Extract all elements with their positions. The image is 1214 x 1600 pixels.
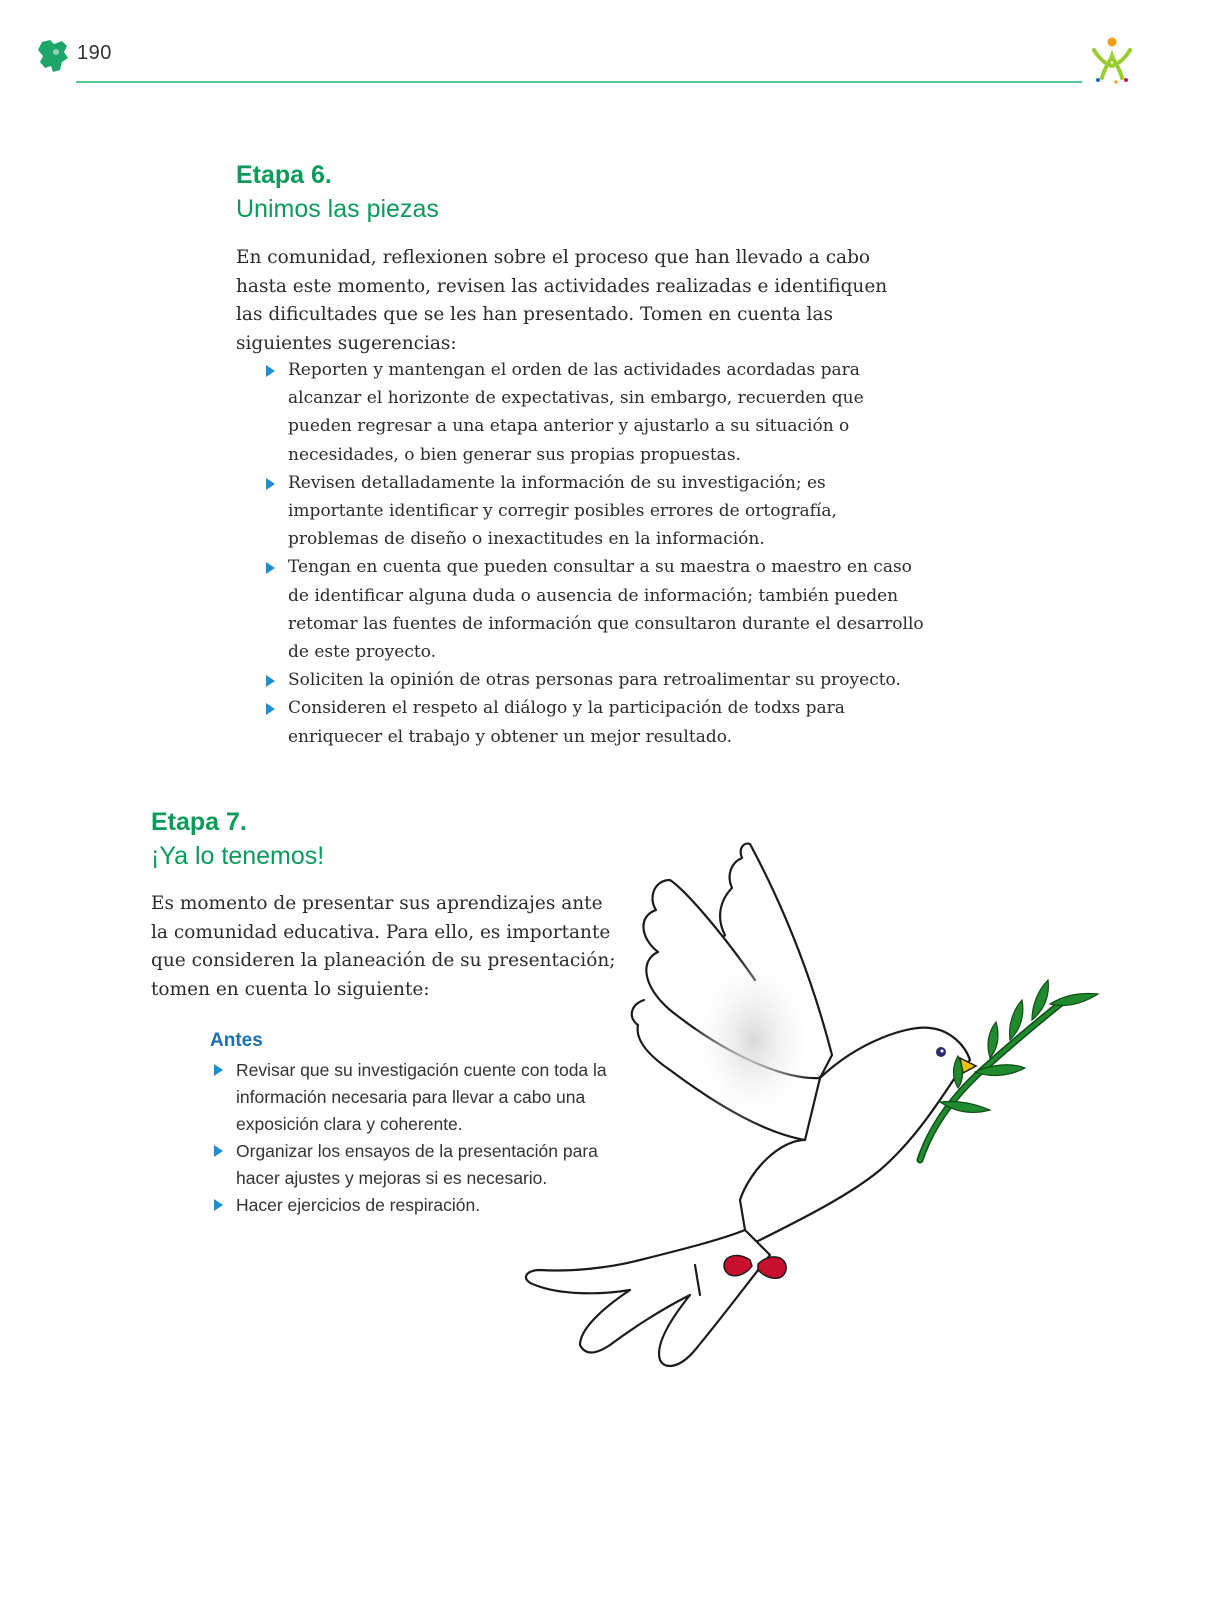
map-region-icon — [36, 38, 70, 74]
peace-dove-with-olive-branch — [520, 840, 1100, 1400]
list-item: Soliciten la opinión de otras personas para retroalimentar su proyecto. — [264, 666, 924, 694]
page-number: 190 — [77, 42, 112, 64]
stage-6-suggestions-list — [264, 356, 924, 751]
antes-heading: Antes — [210, 1030, 263, 1051]
list-item: Consideren el respeto al diálogo y la participación de todxs para enriquecer el trabajo y obtener un mejor resultado. — [264, 694, 924, 750]
bullet-arrow-icon — [266, 703, 275, 715]
stage-7-intro: Es momento de presentar sus aprendizajes ante la comunidad educativa. Para ello, es importante que consideren la planeación de su presentación; tomen en cuenta lo siguiente: — [151, 893, 616, 1000]
bullet-arrow-icon — [214, 1064, 223, 1076]
stage-7-subtitle: ¡Ya lo tenemos! — [151, 842, 325, 870]
list-item: Revisar que su investigación cuente con toda la información necesaria para llevar a cabo una exposición clara y coherente. — [212, 1057, 612, 1138]
stage-6-subtitle: Unimos las piezas — [236, 195, 439, 223]
bullet-arrow-icon — [214, 1145, 223, 1157]
stage-6-heading — [236, 158, 439, 226]
list-item: Tengan en cuenta que pueden consultar a su maestra o maestro en caso de identificar alguna duda o ausencia de información; también pueden retomar las fuentes de información que consultaron durante el desarrollo de este proyecto. — [264, 553, 924, 666]
stage-7-heading — [151, 805, 324, 873]
list-item: Hacer ejercicios de respiración. — [212, 1192, 612, 1219]
bullet-arrow-icon — [214, 1199, 223, 1211]
bullet-arrow-icon — [266, 365, 275, 377]
list-item: Revisen detalladamente la información de su investigación; es importante identificar y corregir posibles errores de ortografía, problemas de diseño o inexactitudes en la información. — [264, 469, 924, 554]
stage-6-title: Etapa 6. — [236, 161, 332, 189]
list-item: Organizar los ensayos de la presentación para hacer ajustes y mejoras si es necesario. — [212, 1138, 612, 1192]
community-figure-logo — [1086, 34, 1138, 86]
stage-7-title: Etapa 7. — [151, 808, 247, 836]
bullet-arrow-icon — [266, 562, 275, 574]
bullet-arrow-icon — [266, 675, 275, 687]
list-item: Reporten y mantengan el orden de las actividades acordadas para alcanzar el horizonte de expectativas, sin embargo, recuerden que pueden regresar a una etapa anterior y ajustarlo a su situación o necesidades, o bien generar sus propias propuestas. — [264, 356, 924, 469]
header-divider — [76, 81, 1082, 83]
bullet-arrow-icon — [266, 478, 275, 490]
stage-6-intro: En comunidad, reflexionen sobre el proceso que han llevado a cabo hasta este momento, revisen las actividades realizadas e identifiquen las dificultades que se les han presentado. Tomen en cuenta las siguientes sugerencias: — [236, 247, 888, 354]
